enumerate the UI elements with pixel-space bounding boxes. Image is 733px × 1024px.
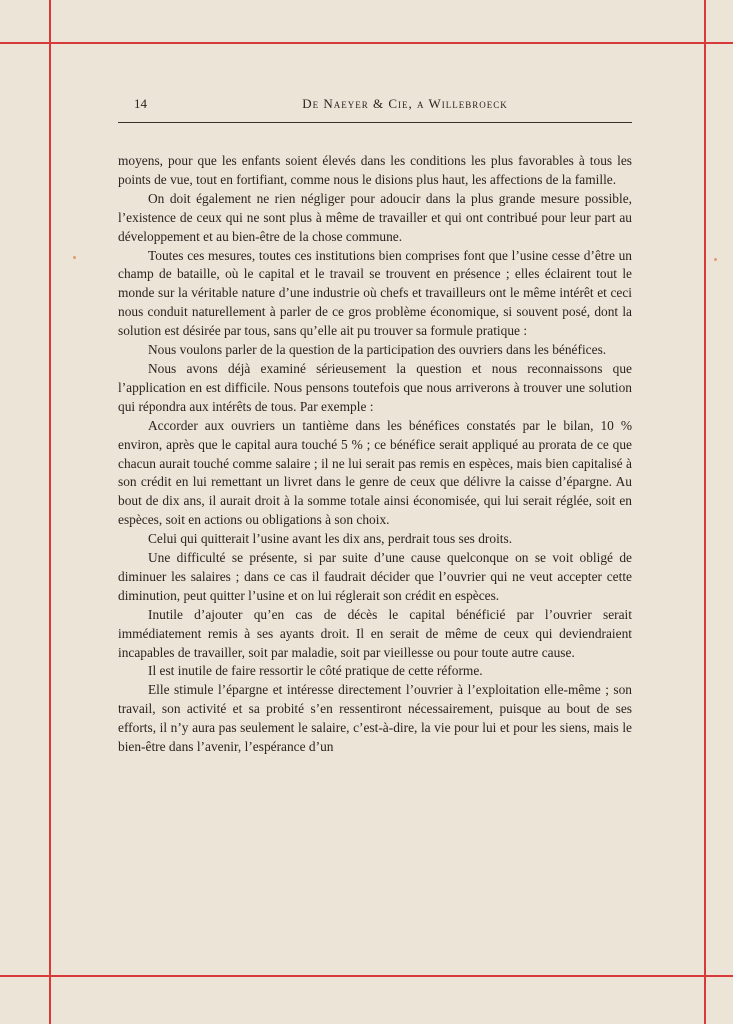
paragraph: Celui qui quitterait l’usine avant les dix ans, perdrait tous ses droits.	[148, 531, 513, 547]
header-rule	[118, 122, 632, 123]
paragraph: Elle stimule l’épargne et intéresse directement l’ouvrier à l’exploitation elle-même ; son travail, son activité et sa probité s’en ressentiront nécessairement, puisque au bout de ses efforts, il n’y aura pas seulement le salaire, c’est-à-dire, la vie pour lui et pour les siens, mais le bien-être dans l’avenir, l’espérance d’un	[118, 682, 632, 755]
left-red-rule	[49, 0, 51, 1024]
top-red-rule	[0, 42, 733, 44]
page-header	[118, 96, 632, 116]
running-head: De Naeyer & Cie, a Willebroeck	[302, 96, 508, 111]
page-number: 14	[134, 96, 147, 111]
paragraph: Inutile d’ajouter qu’en cas de décès le capital bénéficié par l’ouvrier serait immédiatement remis à ses ayants droit. Il en serait de même de ceux qui deviendraient incapables de travailler, soit par maladie, soit par vieillesse ou pour toute autre cause.	[118, 606, 632, 660]
paper-speck	[73, 256, 76, 259]
paragraph: Une difficulté se présente, si par suite d’une cause quelconque on se voit obligé de diminuer les salaires ; dans ce cas il faudrait décider que l’ouvrier qui ne veut accepter cette diminution, peut quitter l’usine et on lui réglerait son crédit en espèces.	[118, 550, 632, 603]
right-red-rule	[704, 0, 706, 1024]
paragraph: Nous avons déjà examiné sérieusement la question et nous reconnaissons que l’application en est difficile. Nous pensons toutefois que nous arriverons à trouver une solution qui répondra aux intérêts de tous. Par exemple :	[118, 360, 632, 414]
body-text	[118, 152, 632, 757]
paragraph: Il est inutile de faire ressortir le côté pratique de cette réforme.	[148, 663, 483, 679]
paragraph: Accorder aux ouvriers un tantième dans les bénéfices constatés par le bilan, 10 % environ, après que le capital aura touché 5 % ; ce bénéfice serait appliqué au prorata de ce que chacun aurait touché comme salaire ; il ne lui serait pas remis en espèces, mais bien capitalisé à son crédit en lui remettant un livret dans le genre de ceux que délivre la caisse d’épargne. Au bout de dix ans, il aurait droit à la somme totale ainsi économisée, qui lui serait réglée, soit en espèces, soit en actions ou obligations à son choix.	[118, 417, 632, 528]
paper-speck	[714, 258, 717, 261]
paragraph: moyens, pour que les enfants soient élevés dans les conditions les plus favorables à tous les points de vue, tout en fortifiant, comme nous le disions plus haut, les affections de la famille.	[118, 153, 632, 187]
paragraph: Toutes ces mesures, toutes ces institutions bien comprises font que l’usine cesse d’être un champ de bataille, où le capital et le travail se trouvent en présence ; elles éclairent tout le monde sur la véritable nature d’une industrie où chefs et travailleurs ont le même intérêt et ceci nous conduit naturellement à parler de ce gros problème économique, si souvent posé, dont la solution est désirée par tous, sans qu’elle ait pu trouver sa formule pratique :	[118, 247, 632, 339]
paragraph: Nous voulons parler de la question de la participation des ouvriers dans les bénéfices.	[148, 342, 607, 358]
paragraph: On doit également ne rien négliger pour adoucir dans la plus grande mesure possible, l’existence de ceux qui ne sont plus à même de travailler et qui ont contribué pour leur part au développement et au bien-être de la chose commune.	[118, 190, 632, 244]
bottom-red-rule	[0, 975, 733, 977]
